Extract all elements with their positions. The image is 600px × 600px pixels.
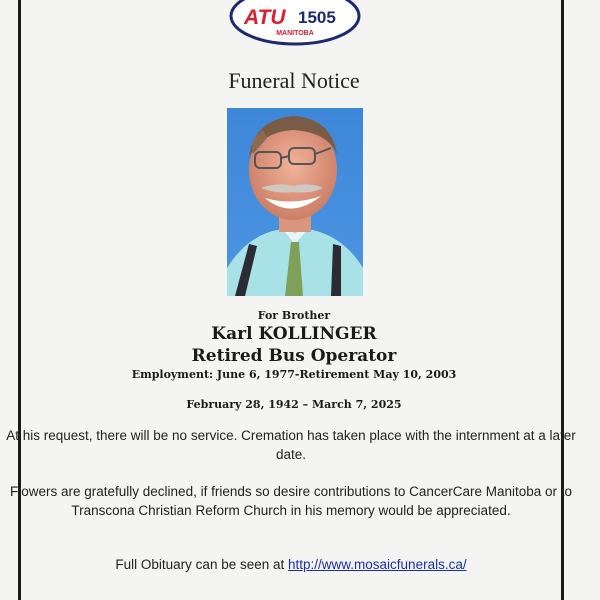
- service-paragraph: At his request, there will be no service. Cremation has taken place with the internment at a later date.: [6, 428, 576, 462]
- life-dates: February 28, 1942 – March 7, 2025: [186, 398, 402, 411]
- atu-1505-logo: [228, 0, 362, 46]
- logo-text-manitoba: MANITOBA: [276, 30, 314, 37]
- obituary-label: Full Obituary can be seen at: [115, 557, 285, 572]
- deceased-role: Retired Bus Operator: [191, 346, 397, 366]
- for-brother-label: For Brother: [257, 309, 331, 322]
- obituary-line: [0, 556, 582, 575]
- deceased-name: Karl KOLLINGER: [211, 324, 377, 344]
- flowers-paragraph: Flowers are gratefully declined, if friends so desire contributions to CancerCare Manitoba or to Transcona Christian Reform Church in his memory would be appreciated.: [9, 484, 573, 518]
- employment-dates: Employment: June 6, 1977-Retirement May 10, 2003: [131, 368, 457, 381]
- logo-text-atu: ATU: [244, 6, 286, 29]
- logo-text-1505: 1505: [298, 8, 336, 27]
- page-title: Funeral Notice: [228, 68, 360, 93]
- obituary-link[interactable]: http://www.mosaicfunerals.ca/: [288, 557, 467, 572]
- portrait-photo: [227, 108, 363, 296]
